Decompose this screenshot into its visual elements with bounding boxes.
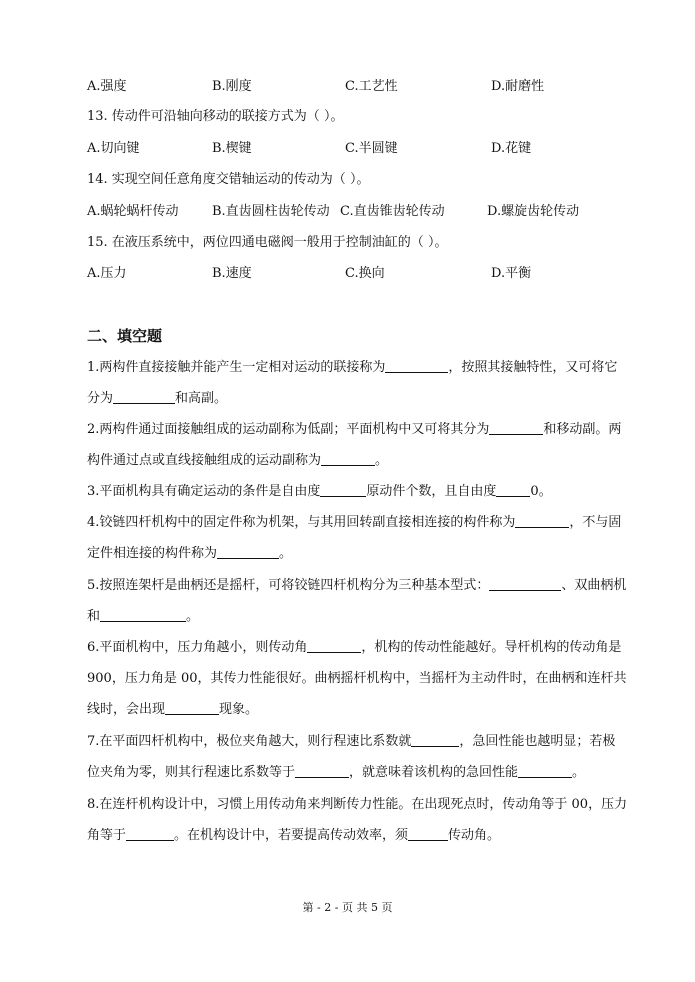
fill-4-text-a: 4.铰链四杆机构中的固定件称为机架，与其用回转副直接相连接的构件称为 bbox=[87, 515, 516, 530]
fill-2-blank-2[interactable] bbox=[321, 452, 375, 466]
q14-option-b: B.直齿圆柱齿轮传动 bbox=[212, 204, 330, 219]
q13-option-b: B.楔键 bbox=[212, 141, 252, 156]
fill-6-line-3 bbox=[87, 701, 662, 719]
fill-1-blank-1[interactable] bbox=[385, 359, 448, 373]
q15-option-c: C.换向 bbox=[345, 266, 385, 281]
fill-4-blank-1[interactable] bbox=[515, 514, 569, 528]
fill-3-blank-1[interactable] bbox=[320, 483, 366, 497]
fill-7-text-c: 位夹角为零，则其行程速比系数等于 bbox=[87, 765, 296, 780]
fill-2-text-d: 。 bbox=[375, 453, 389, 468]
fill-5-line-1 bbox=[87, 577, 662, 595]
fill-5-text-b: 、双曲柄机 bbox=[561, 578, 627, 593]
fill-1-blank-2[interactable] bbox=[113, 390, 175, 404]
q13-option-d: D.花键 bbox=[491, 141, 532, 156]
section-title: 二、填空题 bbox=[87, 327, 163, 345]
fill-2-text-c: 构件通过点或直线接触组成的运动副称为 bbox=[87, 453, 322, 468]
fill-8-line-2 bbox=[87, 827, 662, 845]
fill-5-text-c: 和 bbox=[87, 609, 101, 624]
fill-3-text-a: 3.平面机构具有确定运动的条件是自由度 bbox=[87, 484, 321, 499]
fill-3-blank-2[interactable] bbox=[496, 483, 530, 497]
fill-6-line-2: 900，压力角是 00，其传力性能很好。曲柄摇杆机构中，当摇杆为主动件时，在曲柄和连杆共 bbox=[87, 671, 627, 686]
fill-6-blank-1[interactable] bbox=[307, 639, 361, 653]
q12-option-a: A.强度 bbox=[87, 79, 127, 94]
fill-1-text-a: 1.两构件直接接触并能产生一定相对运动的联接称为 bbox=[87, 360, 386, 375]
fill-4-text-b: ，不与固 bbox=[569, 515, 622, 530]
fill-1-text-d: 和高副。 bbox=[175, 391, 228, 406]
fill-4-text-c: 定件相连接的构件称为 bbox=[87, 546, 218, 561]
fill-5-blank-2[interactable] bbox=[100, 608, 186, 622]
q15-stem: 15. 在液压系统中，两位四通电磁阀一般用于控制油缸的（ ）。 bbox=[87, 235, 448, 250]
fill-6-text-a: 6.平面机构中，压力角越小，则传动角 bbox=[87, 640, 308, 655]
fill-7-blank-3[interactable] bbox=[518, 764, 572, 778]
fill-4-text-d: 。 bbox=[279, 546, 293, 561]
fill-5-blank-1[interactable] bbox=[489, 577, 561, 591]
q12-option-c: C.工艺性 bbox=[345, 79, 398, 94]
fill-8-blank-1[interactable] bbox=[126, 827, 174, 841]
fill-2-line-2 bbox=[87, 452, 662, 470]
q15-option-b: B.速度 bbox=[212, 266, 252, 281]
fill-8-line-1: 8.在连杆机构设计中，习惯上用传动角来判断传力性能。在出现死点时，传动角等于 00，压力 bbox=[87, 797, 628, 812]
fill-5-text-a: 5.按照连架杆是曲柄还是摇杆，可将铰链四杆机构分为三种基本型式： bbox=[87, 578, 490, 593]
fill-7-text-b: ，急回性能也越明显；若极 bbox=[459, 734, 616, 749]
fill-7-line-1 bbox=[87, 733, 662, 751]
fill-2-blank-1[interactable] bbox=[489, 421, 543, 435]
q12-option-b: B.刚度 bbox=[212, 79, 252, 94]
fill-7-text-a: 7.在平面四杆机构中，极位夹角越大，则行程速比系数就 bbox=[87, 734, 412, 749]
fill-2-line-1 bbox=[87, 421, 662, 439]
fill-6-text-d: 线时，会出现 bbox=[87, 702, 166, 717]
q12-option-d: D.耐磨性 bbox=[491, 79, 545, 94]
q14-option-a: A.蜗轮蜗杆传动 bbox=[87, 204, 179, 219]
fill-7-blank-1[interactable] bbox=[411, 733, 459, 747]
fill-3-text-c: 0。 bbox=[530, 484, 552, 499]
q14-option-c: C.直齿锥齿轮传动 bbox=[340, 204, 445, 219]
q13-option-a: A.切向键 bbox=[87, 141, 140, 156]
fill-6-line-1 bbox=[87, 639, 662, 657]
fill-3-text-b: 原动件个数，且自由度 bbox=[366, 484, 497, 499]
q13-option-c: C.半圆键 bbox=[345, 141, 398, 156]
q15-option-d: D.平衡 bbox=[491, 266, 532, 281]
fill-2-text-b: 和移动副。两 bbox=[543, 422, 622, 437]
q14-stem: 14. 实现空间任意角度交错轴运动的传动为（ ）。 bbox=[87, 172, 370, 187]
fill-1-text-b: ，按照其接触特性，又可将它 bbox=[448, 360, 618, 375]
fill-4-line-1 bbox=[87, 514, 662, 532]
fill-1-line-1 bbox=[87, 359, 662, 377]
fill-8-text-b: 角等于 bbox=[87, 828, 127, 843]
fill-7-blank-2[interactable] bbox=[295, 764, 349, 778]
fill-1-text-c: 分为 bbox=[87, 391, 114, 406]
fill-7-line-2 bbox=[87, 764, 662, 782]
fill-8-text-c: 。在机构设计中，若要提高传动效率，须 bbox=[174, 828, 409, 843]
q15-option-a: A.压力 bbox=[87, 266, 127, 281]
q14-option-d: D.螺旋齿轮传动 bbox=[487, 204, 580, 219]
fill-5-text-d: 。 bbox=[186, 609, 200, 624]
page-footer: 第 - 2 - 页 共 5 页 bbox=[302, 901, 393, 914]
fill-6-text-b: ，机构的传动性能越好。导杆机构的传动角是 bbox=[361, 640, 622, 655]
fill-1-line-2 bbox=[87, 390, 662, 408]
fill-8-blank-2[interactable] bbox=[408, 827, 448, 841]
fill-4-line-2 bbox=[87, 545, 662, 563]
fill-3-line-1 bbox=[87, 483, 662, 501]
fill-8-text-d: 传动角。 bbox=[448, 828, 501, 843]
fill-2-text-a: 2.两构件通过面接触组成的运动副称为低副；平面机构中又可将其分为 bbox=[87, 422, 490, 437]
fill-6-text-e: 现象。 bbox=[219, 702, 259, 717]
fill-4-blank-2[interactable] bbox=[217, 545, 279, 559]
fill-7-text-d: ，就意味着该机构的急回性能 bbox=[349, 765, 519, 780]
fill-6-blank-2[interactable] bbox=[165, 701, 219, 715]
fill-5-line-2 bbox=[87, 608, 662, 626]
fill-7-text-e: 。 bbox=[572, 765, 586, 780]
q13-stem: 13. 传动件可沿轴向移动的联接方式为（ ）。 bbox=[87, 109, 344, 124]
